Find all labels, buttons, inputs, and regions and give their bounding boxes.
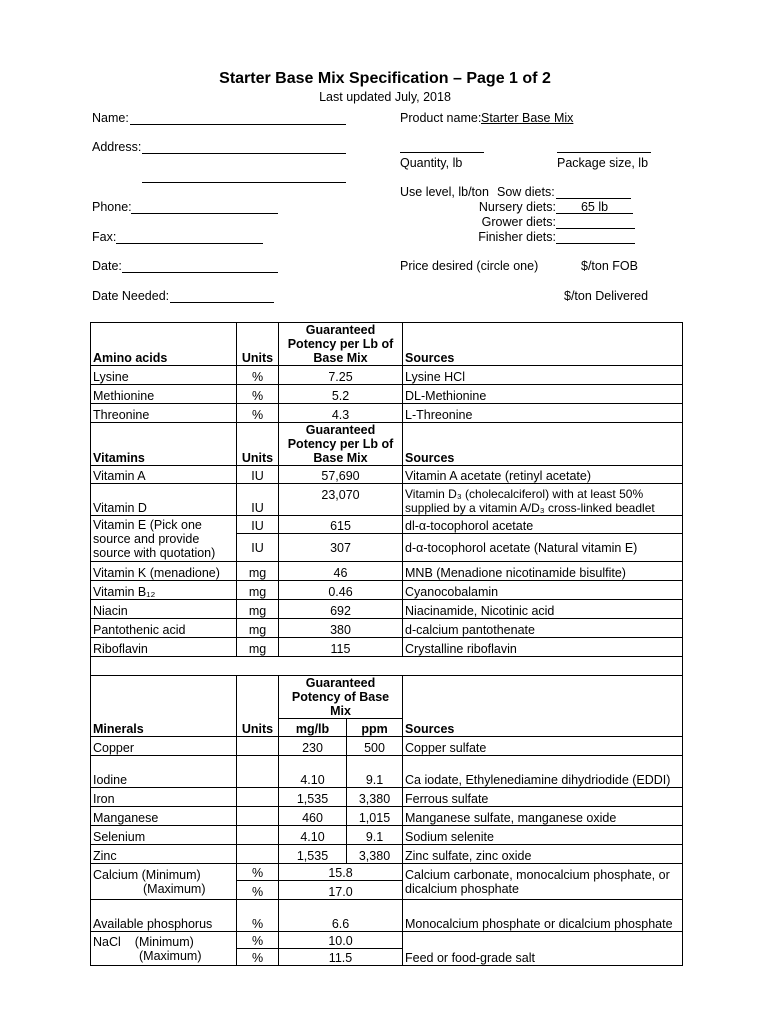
vitamins-header-name: Vitamins: [91, 423, 237, 466]
table-row: [91, 638, 683, 657]
row-name: Vitamin D: [91, 484, 237, 516]
table-row: [91, 826, 683, 845]
row-source: Manganese sulfate, manganese oxide: [403, 807, 683, 826]
price-desired-label: Price desired (circle one): [400, 259, 539, 273]
amino-header-row: [91, 323, 683, 366]
row-value: 46: [279, 562, 403, 581]
row-units: IU: [237, 484, 279, 516]
row-mglb: 460: [279, 807, 347, 826]
row-units: %: [237, 881, 279, 900]
row-ppm: 1,015: [347, 807, 403, 826]
nursery-diets-label: Nursery diets:: [478, 200, 556, 214]
row-name: Riboflavin: [91, 638, 237, 657]
calcium-min-label: Calcium (Minimum): [93, 867, 201, 882]
row-value: 4.3: [279, 404, 403, 423]
row-value: 6.6: [279, 900, 403, 932]
row-units: mg: [237, 619, 279, 638]
row-units: IU: [237, 466, 279, 484]
row-name: Lysine: [91, 366, 237, 385]
row-units: mg: [237, 581, 279, 600]
row-source: Ferrous sulfate: [403, 788, 683, 807]
row-value: 380: [279, 619, 403, 638]
row-name: Zinc: [91, 845, 237, 864]
date-field[interactable]: [122, 272, 278, 273]
row-units: %: [237, 864, 279, 881]
row-value: 11.5: [279, 949, 403, 966]
row-source: Copper sulfate: [403, 737, 683, 756]
row-source: Lysine HCl: [403, 366, 683, 385]
amino-header-name: Amino acids: [91, 323, 237, 366]
row-source: Cyanocobalamin: [403, 581, 683, 600]
row-source: L-Threonine: [403, 404, 683, 423]
address-label: Address:: [92, 140, 142, 154]
nacl-max-label: (Maximum): [139, 948, 202, 963]
calcium-name-cell: [91, 864, 237, 900]
row-name: Methionine: [91, 385, 237, 404]
sow-diets-field[interactable]: [556, 198, 631, 199]
row-ppm: 3,380: [347, 845, 403, 864]
nacl-name-cell: [91, 932, 237, 966]
row-units: [237, 737, 279, 756]
row-ppm: 3,380: [347, 788, 403, 807]
row-ppm: 500: [347, 737, 403, 756]
table-row: [91, 581, 683, 600]
row-units: [237, 788, 279, 807]
specification-table: [90, 322, 683, 966]
row-mglb: 1,535: [279, 788, 347, 807]
row-value: 0.46: [279, 581, 403, 600]
product-name-label: Product name:: [400, 111, 482, 125]
row-name: Available phosphorus: [91, 900, 237, 932]
quantity-label: Quantity, lb: [400, 156, 463, 170]
row-source: MNB (Menadione nicotinamide bisulfite): [403, 562, 683, 581]
row-value: 115: [279, 638, 403, 657]
use-level-label: Use level, lb/ton: [400, 185, 489, 199]
row-name: Selenium: [91, 826, 237, 845]
row-source: d-α-tocophorol acetate (Natural vitamin E): [403, 534, 683, 562]
price-fob-option[interactable]: $/ton FOB: [581, 259, 638, 273]
vitamins-header-units: Units: [237, 423, 279, 466]
row-value: 57,690: [279, 466, 403, 484]
date-needed-field[interactable]: [170, 302, 274, 303]
vitamins-header-row: [91, 423, 683, 466]
minerals-header-sources: Sources: [403, 676, 683, 737]
table-row: [91, 932, 683, 949]
finisher-diets-field[interactable]: [556, 243, 635, 244]
table-row: [91, 600, 683, 619]
product-name-value[interactable]: Starter Base Mix: [481, 111, 574, 125]
table-row: [91, 845, 683, 864]
phone-label: Phone:: [92, 200, 132, 214]
row-units: %: [237, 949, 279, 966]
amino-header-sources: Sources: [403, 323, 683, 366]
table-row: [91, 562, 683, 581]
phone-field[interactable]: [131, 213, 278, 214]
row-name: Pantothenic acid: [91, 619, 237, 638]
table-row: [91, 366, 683, 385]
table-row: [91, 900, 683, 932]
table-row: [91, 788, 683, 807]
row-value: 23,070: [279, 484, 403, 516]
finisher-diets-label: Finisher diets:: [478, 230, 556, 244]
row-ppm: 9.1: [347, 756, 403, 788]
row-source: Monocalcium phosphate or dicalcium phosphate: [403, 900, 683, 932]
address-field[interactable]: [142, 153, 346, 154]
quantity-field[interactable]: [400, 152, 484, 153]
row-source: Feed or food-grade salt: [403, 932, 683, 966]
row-source: DL-Methionine: [403, 385, 683, 404]
fax-label: Fax:: [92, 230, 117, 244]
table-row: [91, 756, 683, 788]
row-source: Crystalline riboflavin: [403, 638, 683, 657]
minerals-header-name: Minerals: [91, 676, 237, 737]
table-row: [91, 807, 683, 826]
row-value: 15.8: [279, 864, 403, 881]
row-units: %: [237, 366, 279, 385]
row-mglb: 4.10: [279, 826, 347, 845]
row-units: IU: [237, 534, 279, 562]
nacl-min-label: (Minimum): [134, 934, 194, 949]
row-name: Vitamin E (Pick one source and provide source with quotation): [91, 516, 237, 562]
section-spacer: [91, 657, 683, 676]
row-mglb: 230: [279, 737, 347, 756]
row-source: Ca iodate, Ethylenediamine dihydriodide (EDDI): [403, 756, 683, 788]
page-subtitle: Last updated July, 2018: [319, 90, 451, 104]
vitamins-header-potency: Guaranteed Potency per Lb of Base Mix: [279, 423, 403, 466]
row-value: 615: [279, 516, 403, 534]
table-row: [91, 385, 683, 404]
row-value: 7.25: [279, 366, 403, 385]
vitamins-header-sources: Sources: [403, 423, 683, 466]
row-name: Iodine: [91, 756, 237, 788]
row-ppm: 9.1: [347, 826, 403, 845]
row-source: dl-α-tocophorol acetate: [403, 516, 683, 534]
amino-header-units: Units: [237, 323, 279, 366]
row-source: Calcium carbonate, monocalcium phosphate, or dicalcium phosphate: [403, 864, 683, 900]
grower-diets-label: Grower diets:: [481, 215, 556, 229]
amino-header-potency: Guaranteed Potency per Lb of Base Mix: [279, 323, 403, 366]
row-name: Iron: [91, 788, 237, 807]
row-units: %: [237, 900, 279, 932]
row-units: %: [237, 385, 279, 404]
date-label: Date:: [92, 259, 122, 273]
table-row: [91, 619, 683, 638]
row-units: mg: [237, 600, 279, 619]
row-name: Vitamin A: [91, 466, 237, 484]
address-field-line-2[interactable]: [142, 182, 346, 183]
package-size-field[interactable]: [557, 152, 651, 153]
row-name: Threonine: [91, 404, 237, 423]
row-units: [237, 845, 279, 864]
row-source: Vitamin D₃ (cholecalciferol) with at least 50% supplied by a vitamin A/D₃ cross-linked beadlet: [403, 484, 683, 516]
row-value: 10.0: [279, 932, 403, 949]
row-name: Copper: [91, 737, 237, 756]
date-needed-label: Date Needed:: [92, 289, 170, 303]
row-units: %: [237, 932, 279, 949]
row-value: 17.0: [279, 881, 403, 900]
row-mglb: 4.10: [279, 756, 347, 788]
name-label: Name:: [92, 111, 129, 125]
row-units: [237, 756, 279, 788]
fax-field[interactable]: [116, 243, 263, 244]
table-row: [91, 864, 683, 881]
row-value: 692: [279, 600, 403, 619]
row-name: Manganese: [91, 807, 237, 826]
minerals-header-ppm: ppm: [347, 719, 403, 737]
table-row: [91, 516, 683, 534]
row-name: Vitamin K (menadione): [91, 562, 237, 581]
row-source: Vitamin A acetate (retinyl acetate): [403, 466, 683, 484]
sow-diets-label: Sow diets:: [497, 185, 555, 199]
price-delivered-option[interactable]: $/ton Delivered: [564, 289, 649, 303]
package-size-label: Package size, lb: [557, 156, 649, 170]
table-row: [91, 737, 683, 756]
page-title: Starter Base Mix Specification – Page 1 of 2: [219, 70, 551, 87]
minerals-header-potency: Guaranteed Potency of Base Mix: [279, 676, 403, 719]
nacl-label: NaCl: [93, 934, 121, 949]
grower-diets-field[interactable]: [556, 228, 635, 229]
row-source: d-calcium pantothenate: [403, 619, 683, 638]
calcium-max-label: (Maximum): [143, 881, 206, 896]
table-row: [91, 484, 683, 516]
row-source: Niacinamide, Nicotinic acid: [403, 600, 683, 619]
row-mglb: 1,535: [279, 845, 347, 864]
row-units: IU: [237, 516, 279, 534]
nursery-diets-value: 65 lb: [580, 200, 609, 214]
row-name: Niacin: [91, 600, 237, 619]
row-source: Sodium selenite: [403, 826, 683, 845]
table-row: [91, 404, 683, 423]
row-units: mg: [237, 638, 279, 657]
minerals-header-row: [91, 676, 683, 719]
row-value: 5.2: [279, 385, 403, 404]
minerals-header-mglb: mg/lb: [279, 719, 347, 737]
row-units: mg: [237, 562, 279, 581]
minerals-header-units: Units: [237, 676, 279, 737]
row-units: [237, 826, 279, 845]
row-source: Zinc sulfate, zinc oxide: [403, 845, 683, 864]
row-value: 307: [279, 534, 403, 562]
table-row: [91, 466, 683, 484]
row-units: %: [237, 404, 279, 423]
name-field[interactable]: [130, 124, 346, 125]
row-units: [237, 807, 279, 826]
row-name: Vitamin B₁₂: [91, 581, 237, 600]
